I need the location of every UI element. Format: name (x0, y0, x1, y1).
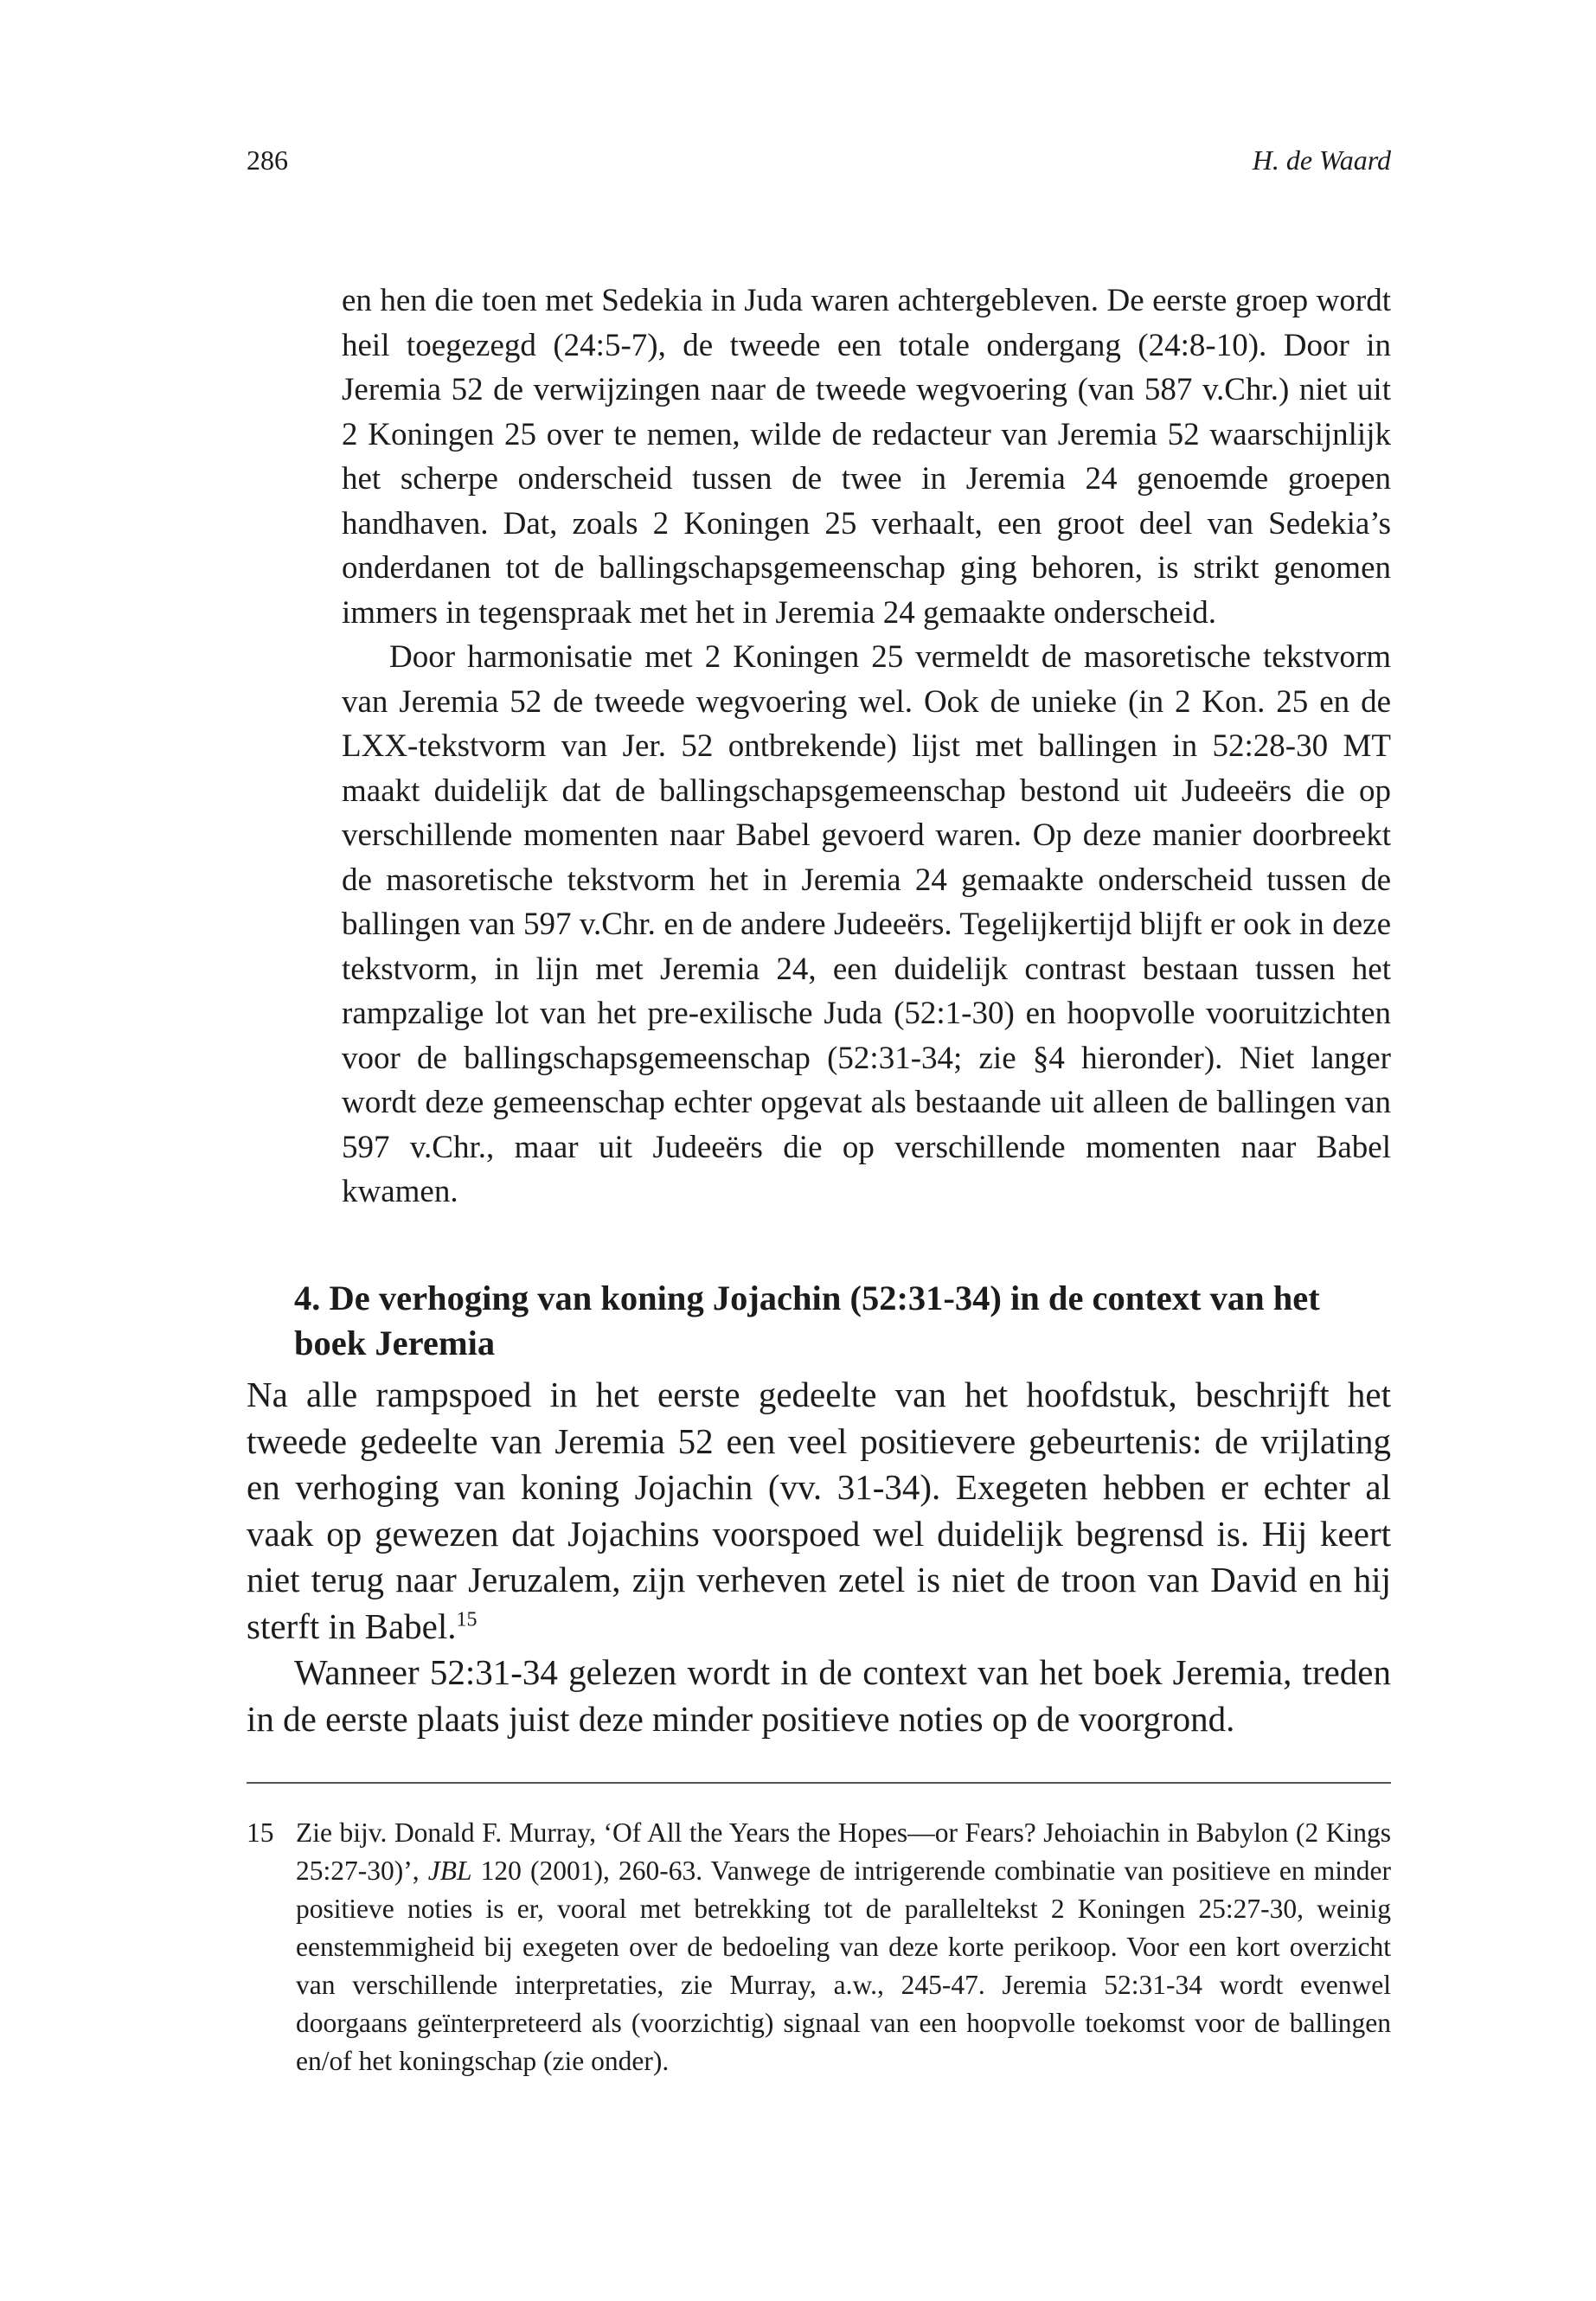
footnote-text-after: 120 (2001), 260-63. Vanwege de intrigerende combinatie van positieve en minder positieve noties is er, vooral met betrekking tot de paralleltekst 2 Koningen 25:27-30, weinig eenstemmigheid bij exegeten over de bedoeling van deze korte perikoop. Voor een kort overzicht van verschillende interpretaties, zie Murray, a.w., 245-47. Jeremia 52:31-34 wordt evenwel doorgaans geïnterpreteerd als (voorzichtig) signaal van een hoopvolle toekomst voor de ballingen en/of het koningschap (zie onder). (296, 1856, 1391, 2076)
footnote-journal-title: JBL (427, 1856, 472, 1886)
body-paragraph-1-text: Na alle rampspoed in het eerste gedeelte van het hoofdstuk, beschrijft het tweede gedeelte van Jeremia 52 een veel positievere gebeurtenis: de vrijlating en verhoging van koning Jojachin (vv. 31-34). Exegeten hebben er echter al vaak op gewezen dat Jojachins voorspoed wel duidelijk begrensd is. Hij keert niet terug naar Jeruzalem, zijn verheven zetel is niet de troon van David en hij sterft in Babel. (247, 1375, 1391, 1646)
footnote-text (296, 1814, 1391, 2080)
running-head (247, 138, 1391, 182)
footnote-divider (247, 1782, 1391, 1784)
section-title: De verhoging van koning Jojachin (52:31-34) in de context van het boek Jeremia (294, 1279, 1320, 1362)
page-number: 286 (247, 144, 288, 176)
footnote-text-before: Zie bijv. Donald F. Murray, ‘Of All the Years the Hopes—or Fears? Jehoiachin in Babylon (2 Kings 25:27-30)’, (296, 1817, 1391, 1886)
section-number: 4. (294, 1279, 321, 1317)
footnotes (247, 1814, 1391, 2080)
indented-passage (342, 279, 1391, 1215)
indented-paragraph-1: en hen die toen met Sedekia in Juda waren achtergebleven. De eerste groep wordt heil toegezegd (24:5-7), de tweede een totale ondergang (24:8-10). Door in Jeremia 52 de verwijzingen naar de tweede wegvoering (van 587 v.Chr.) niet uit 2 Koningen 25 over te nemen, wilde de redacteur van Jeremia 52 waarschijnlijk het scherpe onderscheid tussen de twee in Jeremia 24 genoemde groepen handhaven. Dat, zoals 2 Koningen 25 verhaalt, een groot deel van Sedekia’s onderdanen tot de ballingschapsgemeenschap ging behoren, is strikt genomen immers in tegenspraak met het in Jeremia 24 gemaakte onderscheid. (342, 283, 1391, 631)
body-paragraph-2: Wanneer 52:31-34 gelezen wordt in de context van het boek Jeremia, treden in de eerste plaats juist deze minder positieve noties op de voorgrond. (247, 1652, 1391, 1739)
main-text (247, 1372, 1391, 1742)
body-paragraph-1 (247, 1372, 1391, 1650)
section-heading (294, 1276, 1391, 1366)
footnote-number: 15 (247, 1817, 274, 1848)
indented-paragraph-2: Door harmonisatie met 2 Koningen 25 vermeldt de masoretische tekstvorm van Jeremia 52 de tweede wegvoering wel. Ook de unieke (in 2 Kon. 25 en de LXX-tekstvorm van Jer. 52 ontbrekende) lijst met ballingen in 52:28-30 MT maakt duidelijk dat de ballingschapsgemeenschap bestond uit Judeeërs die op verschillende momenten naar Babel gevoerd waren. Op deze manier doorbreekt de masoretische tekstvorm het in Jeremia 24 gemaakte onderscheid tussen de ballingen van 597 v.Chr. en de andere Judeeërs. Tegelijkertijd blijft er ook in deze tekstvorm, in lijn met Jeremia 24, een duidelijk contrast bestaan tussen het rampzalige lot van het pre-exilische Juda (52:1-30) en hoopvolle vooruitzichten voor de ballingschapsgemeenschap (52:31-34; zie §4 hieronder). Niet langer wordt deze gemeenschap echter opgevat als bestaande uit alleen de ballingen van 597 v.Chr., maar uit Judeeërs die op verschillende momenten naar Babel kwamen. (342, 639, 1391, 1209)
running-head-author: H. de Waard (1252, 144, 1391, 176)
footnote-15 (247, 1814, 1391, 2080)
footnote-reference[interactable]: 15 (456, 1607, 478, 1631)
